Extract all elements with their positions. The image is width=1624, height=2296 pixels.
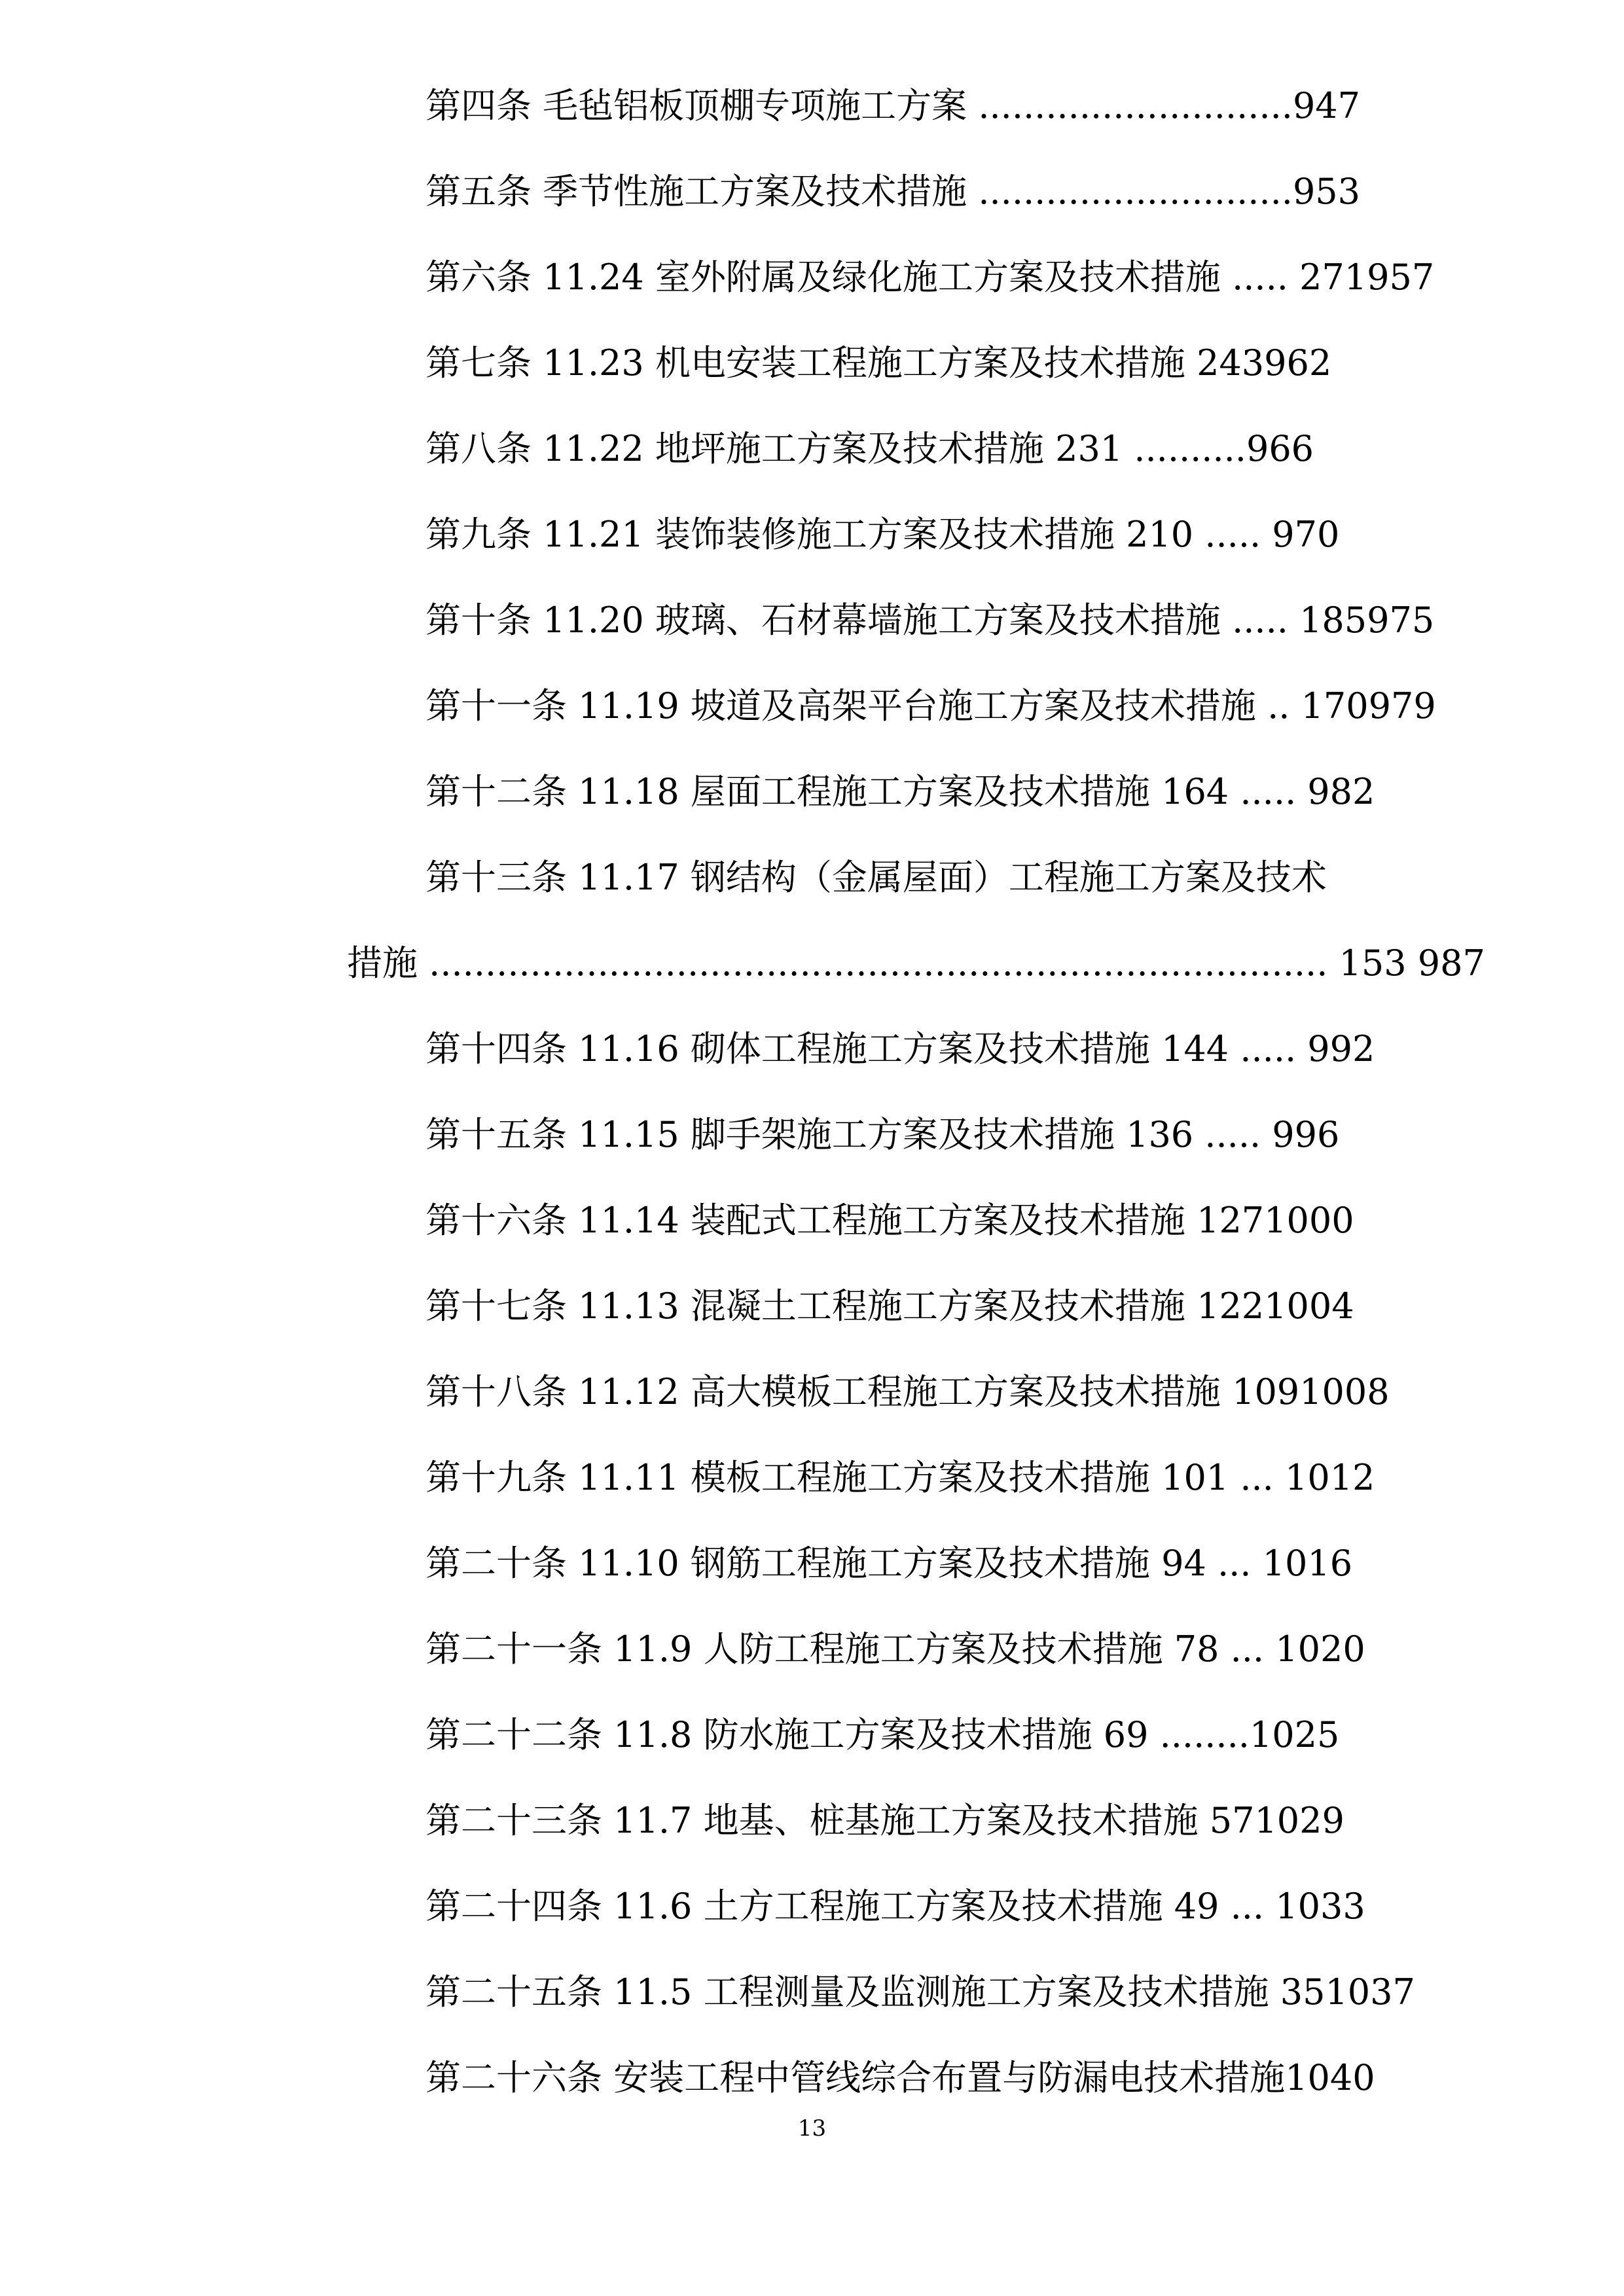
toc-entry-continuation[interactable]: 措施 ................................................................................ 153 987 xyxy=(347,942,1485,984)
toc-entry[interactable]: 第二十一条 11.9 人防工程施工方案及技术措施 78 ... 1020 xyxy=(425,1628,1365,1670)
toc-entry[interactable]: 第四条 毛毡铝板顶棚专项施工方案 ............................947 xyxy=(425,85,1361,126)
toc-entry[interactable]: 第十六条 11.14 装配式工程施工方案及技术措施 1271000 xyxy=(425,1200,1354,1241)
toc-entry[interactable]: 第六条 11.24 室外附属及绿化施工方案及技术措施 ..... 271957 xyxy=(425,257,1435,298)
toc-entry[interactable]: 第八条 11.22 地坪施工方案及技术措施 231 ..........966 xyxy=(425,428,1314,469)
toc-entry[interactable]: 第十四条 11.16 砌体工程施工方案及技术措施 144 ..... 992 xyxy=(425,1028,1375,1069)
toc-entry[interactable]: 第十八条 11.12 高大模板工程施工方案及技术措施 1091008 xyxy=(425,1371,1390,1412)
toc-entry[interactable]: 第五条 季节性施工方案及技术措施 ............................953 xyxy=(425,171,1361,212)
toc-entry[interactable]: 第二十二条 11.8 防水施工方案及技术措施 69 ........1025 xyxy=(425,1714,1340,1755)
toc-entry[interactable]: 第十九条 11.11 模板工程施工方案及技术措施 101 ... 1012 xyxy=(425,1457,1375,1498)
toc-entry[interactable]: 第十三条 11.17 钢结构（金属屋面）工程施工方案及技术 xyxy=(425,857,1327,898)
toc-entry[interactable]: 第二十五条 11.5 工程测量及监测施工方案及技术措施 351037 xyxy=(425,1971,1415,2013)
toc-entry[interactable]: 第十二条 11.18 屋面工程施工方案及技术措施 164 ..... 982 xyxy=(425,771,1375,812)
toc-entry[interactable]: 第十五条 11.15 脚手架施工方案及技术措施 136 ..... 996 xyxy=(425,1114,1340,1155)
toc-entry[interactable]: 第二十三条 11.7 地基、桩基施工方案及技术措施 571029 xyxy=(425,1800,1344,1841)
toc-entry[interactable]: 第十七条 11.13 混凝土工程施工方案及技术措施 1221004 xyxy=(425,1285,1354,1327)
toc-entry[interactable]: 第七条 11.23 机电安装工程施工方案及技术措施 243962 xyxy=(425,342,1332,384)
toc-entry[interactable]: 第十条 11.20 玻璃、石材幕墙施工方案及技术措施 ..... 185975 xyxy=(425,600,1435,641)
toc-entry[interactable]: 第二十四条 11.6 土方工程施工方案及技术措施 49 ... 1033 xyxy=(425,1886,1365,1927)
toc-entry[interactable]: 第九条 11.21 装饰装修施工方案及技术措施 210 ..... 970 xyxy=(425,514,1340,555)
toc-entry[interactable]: 第二十六条 安装工程中管线综合布置与防漏电技术措施1040 xyxy=(425,2057,1375,2098)
toc-entry[interactable]: 第二十条 11.10 钢筋工程施工方案及技术措施 94 ... 1016 xyxy=(425,1543,1353,1584)
toc-entry[interactable]: 第十一条 11.19 坡道及高架平台施工方案及技术措施 .. 170979 xyxy=(425,685,1436,726)
page-number: 13 xyxy=(797,2115,827,2142)
